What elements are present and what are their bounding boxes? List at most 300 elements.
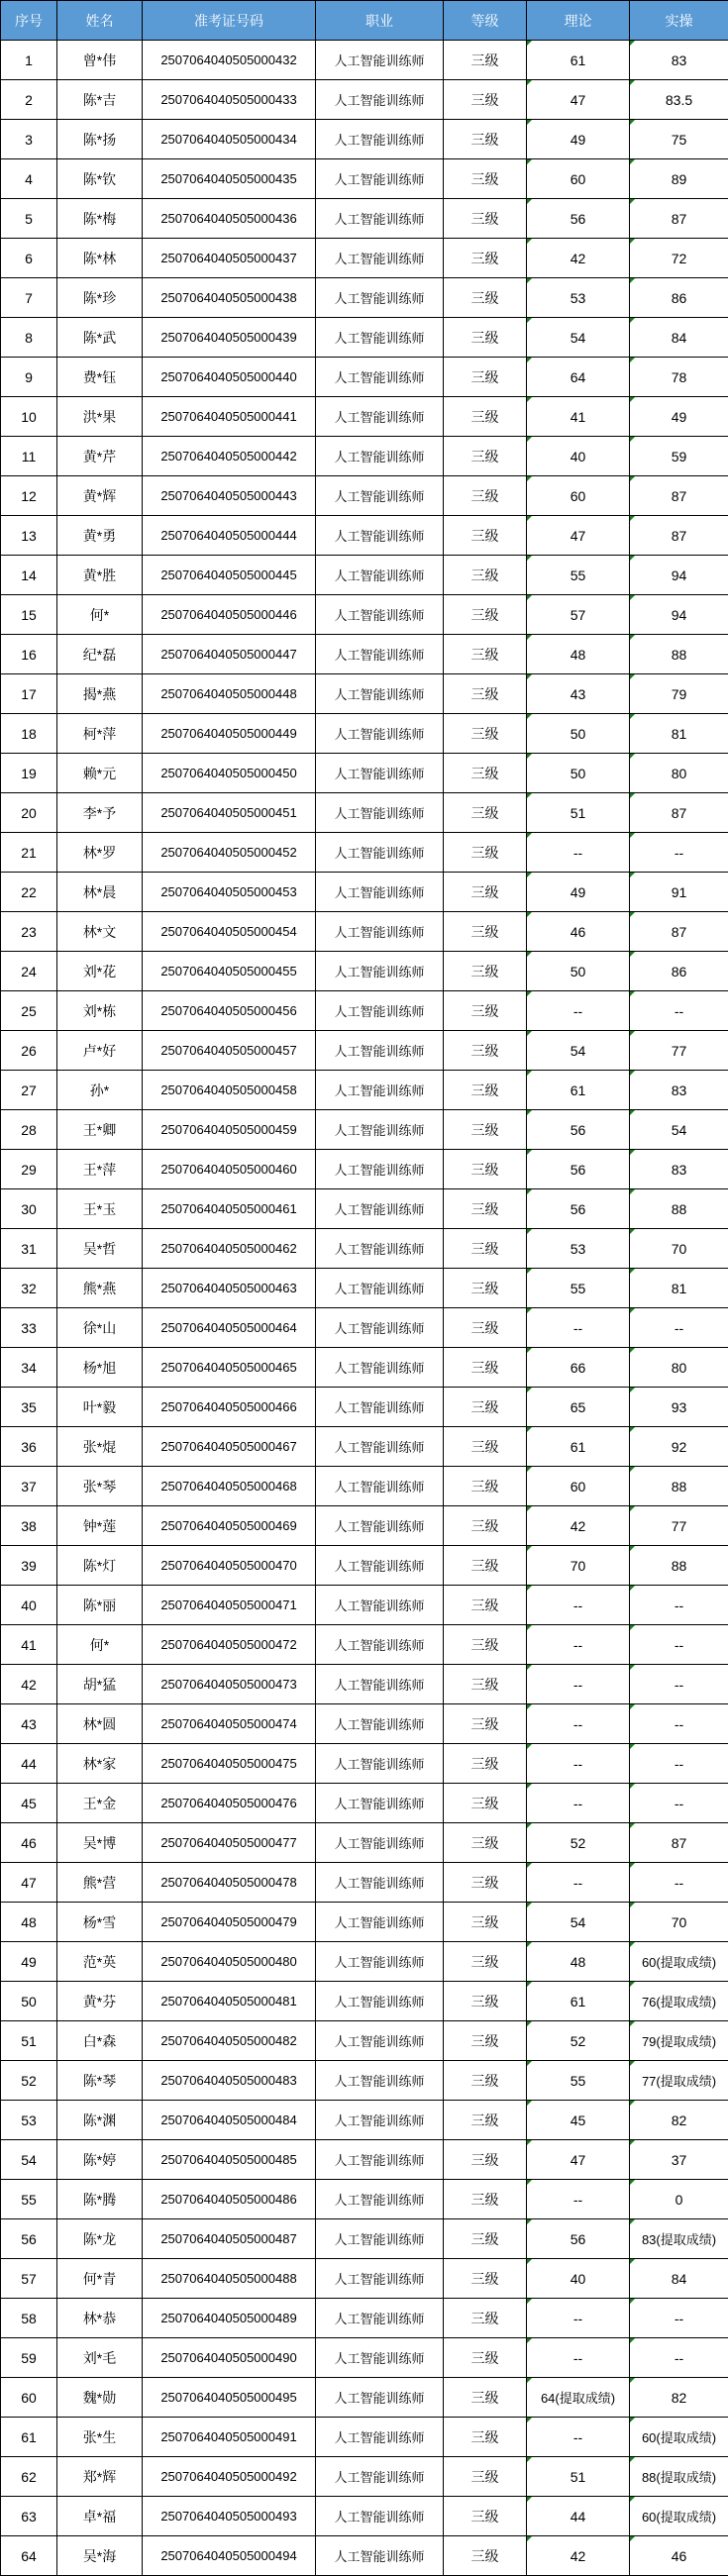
cell-theory: 48 — [527, 635, 630, 674]
cell-level: 三级 — [444, 1269, 527, 1308]
cell-practice: 83(提取成绩) — [630, 2219, 728, 2259]
cell-ticket-number: 2507064040505000460 — [143, 1150, 316, 1189]
cell-ticket-number: 2507064040505000440 — [143, 358, 316, 397]
cell-index: 56 — [1, 2219, 57, 2259]
cell-name: 张*琴 — [57, 1467, 143, 1506]
cell-occupation: 人工智能训练师 — [316, 1150, 444, 1189]
table-row — [1, 2457, 728, 2497]
cell-practice: -- — [630, 1863, 728, 1903]
cell-index: 17 — [1, 674, 57, 714]
cell-practice: -- — [630, 1665, 728, 1704]
table-row — [1, 80, 728, 120]
table-row — [1, 2299, 728, 2338]
cell-occupation: 人工智能训练师 — [316, 1071, 444, 1110]
cell-occupation: 人工智能训练师 — [316, 793, 444, 833]
cell-index: 28 — [1, 1110, 57, 1150]
cell-name: 钟*莲 — [57, 1506, 143, 1546]
cell-practice: 83 — [630, 1150, 728, 1189]
cell-occupation: 人工智能训练师 — [316, 873, 444, 912]
cell-ticket-number: 2507064040505000454 — [143, 912, 316, 952]
cell-ticket-number: 2507064040505000486 — [143, 2180, 316, 2219]
cell-level: 三级 — [444, 556, 527, 595]
cell-practice: 76(提取成绩) — [630, 1982, 728, 2021]
column-header-level: 等级 — [444, 1, 527, 41]
cell-level: 三级 — [444, 2418, 527, 2457]
cell-name: 赖*元 — [57, 754, 143, 793]
cell-index: 1 — [1, 41, 57, 80]
cell-level: 三级 — [444, 1863, 527, 1903]
cell-level: 三级 — [444, 358, 527, 397]
cell-level: 三级 — [444, 2101, 527, 2140]
cell-theory: 50 — [527, 952, 630, 991]
cell-theory: 52 — [527, 2021, 630, 2061]
cell-name: 陈*龙 — [57, 2219, 143, 2259]
cell-index: 8 — [1, 318, 57, 358]
column-header-name: 姓名 — [57, 1, 143, 41]
cell-index: 55 — [1, 2180, 57, 2219]
table-row — [1, 1348, 728, 1388]
cell-level: 三级 — [444, 1308, 527, 1348]
cell-ticket-number: 2507064040505000470 — [143, 1546, 316, 1586]
cell-practice: 86 — [630, 278, 728, 318]
cell-occupation: 人工智能训练师 — [316, 2536, 444, 2576]
cell-name: 刘*栋 — [57, 991, 143, 1031]
cell-index: 51 — [1, 2021, 57, 2061]
cell-level: 三级 — [444, 1665, 527, 1704]
table-row — [1, 991, 728, 1031]
cell-index: 32 — [1, 1269, 57, 1308]
cell-ticket-number: 2507064040505000461 — [143, 1189, 316, 1229]
cell-name: 陈*琴 — [57, 2061, 143, 2101]
cell-occupation: 人工智能训练师 — [316, 1348, 444, 1388]
cell-theory: -- — [527, 833, 630, 873]
cell-practice: 37 — [630, 2140, 728, 2180]
cell-theory: 66 — [527, 1348, 630, 1388]
cell-index: 34 — [1, 1348, 57, 1388]
cell-ticket-number: 2507064040505000464 — [143, 1308, 316, 1348]
cell-index: 46 — [1, 1823, 57, 1863]
cell-practice: 83.5 — [630, 80, 728, 120]
cell-theory: 54 — [527, 1903, 630, 1942]
cell-practice: 89 — [630, 159, 728, 199]
cell-index: 57 — [1, 2259, 57, 2299]
cell-theory: 64(提取成绩) — [527, 2378, 630, 2418]
table-row — [1, 1427, 728, 1467]
cell-occupation: 人工智能训练师 — [316, 1269, 444, 1308]
cell-name: 卓*福 — [57, 2497, 143, 2536]
cell-level: 三级 — [444, 2338, 527, 2378]
cell-theory: 55 — [527, 556, 630, 595]
cell-practice: 88 — [630, 635, 728, 674]
cell-practice: 88 — [630, 1189, 728, 1229]
cell-occupation: 人工智能训练师 — [316, 2338, 444, 2378]
cell-name: 胡*猛 — [57, 1665, 143, 1704]
table-row — [1, 1229, 728, 1269]
cell-practice: 59 — [630, 437, 728, 476]
cell-index: 3 — [1, 120, 57, 159]
cell-occupation: 人工智能训练师 — [316, 595, 444, 635]
cell-ticket-number: 2507064040505000492 — [143, 2457, 316, 2497]
cell-theory: 42 — [527, 239, 630, 278]
cell-theory: 43 — [527, 674, 630, 714]
cell-ticket-number: 2507064040505000489 — [143, 2299, 316, 2338]
cell-level: 三级 — [444, 239, 527, 278]
cell-name: 王*玉 — [57, 1189, 143, 1229]
table-row — [1, 159, 728, 199]
cell-practice: 54 — [630, 1110, 728, 1150]
cell-theory: -- — [527, 1308, 630, 1348]
cell-ticket-number: 2507064040505000433 — [143, 80, 316, 120]
cell-index: 24 — [1, 952, 57, 991]
cell-practice: 60(提取成绩) — [630, 1942, 728, 1982]
table-row — [1, 1189, 728, 1229]
cell-theory: 53 — [527, 278, 630, 318]
cell-theory: -- — [527, 2338, 630, 2378]
cell-index: 45 — [1, 1784, 57, 1823]
cell-index: 15 — [1, 595, 57, 635]
cell-level: 三级 — [444, 1903, 527, 1942]
cell-level: 三级 — [444, 1625, 527, 1665]
cell-name: 杨*旭 — [57, 1348, 143, 1388]
cell-theory: 50 — [527, 714, 630, 754]
cell-ticket-number: 2507064040505000474 — [143, 1704, 316, 1744]
cell-name: 王*卿 — [57, 1110, 143, 1150]
cell-name: 林*恭 — [57, 2299, 143, 2338]
cell-name: 陈*丽 — [57, 1586, 143, 1625]
table-row — [1, 2140, 728, 2180]
cell-occupation: 人工智能训练师 — [316, 159, 444, 199]
cell-level: 三级 — [444, 1229, 527, 1269]
table-row — [1, 1982, 728, 2021]
cell-theory: 50 — [527, 754, 630, 793]
cell-theory: 46 — [527, 912, 630, 952]
cell-ticket-number: 2507064040505000450 — [143, 754, 316, 793]
table-header — [1, 1, 728, 41]
cell-index: 39 — [1, 1546, 57, 1586]
cell-ticket-number: 2507064040505000490 — [143, 2338, 316, 2378]
cell-index: 2 — [1, 80, 57, 120]
cell-occupation: 人工智能训练师 — [316, 318, 444, 358]
cell-level: 三级 — [444, 2140, 527, 2180]
cell-level: 三级 — [444, 2061, 527, 2101]
cell-ticket-number: 2507064040505000473 — [143, 1665, 316, 1704]
cell-practice: -- — [630, 2299, 728, 2338]
cell-occupation: 人工智能训练师 — [316, 2061, 444, 2101]
cell-ticket-number: 2507064040505000471 — [143, 1586, 316, 1625]
cell-name: 杨*雪 — [57, 1903, 143, 1942]
cell-practice: 94 — [630, 595, 728, 635]
cell-ticket-number: 2507064040505000453 — [143, 873, 316, 912]
cell-ticket-number: 2507064040505000465 — [143, 1348, 316, 1388]
cell-level: 三级 — [444, 80, 527, 120]
cell-practice: 82 — [630, 2101, 728, 2140]
cell-level: 三级 — [444, 1467, 527, 1506]
cell-theory: 70 — [527, 1546, 630, 1586]
cell-name: 张*生 — [57, 2418, 143, 2457]
cell-practice: 84 — [630, 2259, 728, 2299]
cell-practice: 79 — [630, 674, 728, 714]
cell-index: 13 — [1, 516, 57, 556]
cell-name: 叶*毅 — [57, 1388, 143, 1427]
cell-name: 孙* — [57, 1071, 143, 1110]
cell-practice: 87 — [630, 1823, 728, 1863]
table-row — [1, 2180, 728, 2219]
table-row — [1, 595, 728, 635]
cell-name: 徐*山 — [57, 1308, 143, 1348]
cell-name: 林*家 — [57, 1744, 143, 1784]
cell-index: 63 — [1, 2497, 57, 2536]
table-row — [1, 397, 728, 437]
cell-theory: 61 — [527, 1071, 630, 1110]
column-header-ticket-number: 准考证号码 — [143, 1, 316, 41]
cell-index: 12 — [1, 476, 57, 516]
cell-level: 三级 — [444, 437, 527, 476]
cell-name: 纪*磊 — [57, 635, 143, 674]
cell-level: 三级 — [444, 1744, 527, 1784]
cell-name: 魏*勋 — [57, 2378, 143, 2418]
cell-ticket-number: 2507064040505000442 — [143, 437, 316, 476]
table-row — [1, 2536, 728, 2576]
cell-theory: 60 — [527, 1467, 630, 1506]
cell-index: 44 — [1, 1744, 57, 1784]
cell-ticket-number: 2507064040505000479 — [143, 1903, 316, 1942]
cell-occupation: 人工智能训练师 — [316, 912, 444, 952]
cell-name: 陈*灯 — [57, 1546, 143, 1586]
cell-name: 陈*腾 — [57, 2180, 143, 2219]
cell-theory: 47 — [527, 516, 630, 556]
cell-occupation: 人工智能训练师 — [316, 2259, 444, 2299]
table-row — [1, 714, 728, 754]
cell-occupation: 人工智能训练师 — [316, 1031, 444, 1071]
cell-theory: -- — [527, 1784, 630, 1823]
cell-level: 三级 — [444, 1150, 527, 1189]
cell-practice: 83 — [630, 1071, 728, 1110]
cell-theory: 56 — [527, 199, 630, 239]
cell-level: 三级 — [444, 1982, 527, 2021]
cell-index: 52 — [1, 2061, 57, 2101]
cell-practice: -- — [630, 1744, 728, 1784]
table-row — [1, 199, 728, 239]
cell-ticket-number: 2507064040505000482 — [143, 2021, 316, 2061]
cell-theory: 55 — [527, 2061, 630, 2101]
cell-level: 三级 — [444, 1586, 527, 1625]
cell-index: 5 — [1, 199, 57, 239]
cell-name: 吴*博 — [57, 1823, 143, 1863]
cell-index: 11 — [1, 437, 57, 476]
cell-name: 刘*花 — [57, 952, 143, 991]
cell-ticket-number: 2507064040505000493 — [143, 2497, 316, 2536]
cell-level: 三级 — [444, 278, 527, 318]
cell-level: 三级 — [444, 1388, 527, 1427]
cell-index: 21 — [1, 833, 57, 873]
cell-occupation: 人工智能训练师 — [316, 516, 444, 556]
cell-ticket-number: 2507064040505000467 — [143, 1427, 316, 1467]
cell-index: 43 — [1, 1704, 57, 1744]
cell-level: 三级 — [444, 833, 527, 873]
cell-occupation: 人工智能训练师 — [316, 1189, 444, 1229]
cell-theory: -- — [527, 2418, 630, 2457]
cell-index: 58 — [1, 2299, 57, 2338]
cell-ticket-number: 2507064040505000435 — [143, 159, 316, 199]
cell-name: 黄*胜 — [57, 556, 143, 595]
table-row — [1, 1269, 728, 1308]
cell-index: 49 — [1, 1942, 57, 1982]
cell-occupation: 人工智能训练师 — [316, 41, 444, 80]
cell-theory: 53 — [527, 1229, 630, 1269]
cell-level: 三级 — [444, 2497, 527, 2536]
cell-practice: 91 — [630, 873, 728, 912]
cell-theory: 55 — [527, 1269, 630, 1308]
cell-name: 何*青 — [57, 2259, 143, 2299]
table-row — [1, 2378, 728, 2418]
cell-ticket-number: 2507064040505000456 — [143, 991, 316, 1031]
cell-theory: 51 — [527, 2457, 630, 2497]
cell-index: 4 — [1, 159, 57, 199]
cell-index: 14 — [1, 556, 57, 595]
cell-occupation: 人工智能训练师 — [316, 1823, 444, 1863]
cell-name: 林*圆 — [57, 1704, 143, 1744]
cell-theory: 49 — [527, 873, 630, 912]
cell-occupation: 人工智能训练师 — [316, 278, 444, 318]
cell-index: 50 — [1, 1982, 57, 2021]
cell-name: 费*钰 — [57, 358, 143, 397]
cell-index: 6 — [1, 239, 57, 278]
cell-occupation: 人工智能训练师 — [316, 1110, 444, 1150]
cell-occupation: 人工智能训练师 — [316, 1467, 444, 1506]
cell-index: 61 — [1, 2418, 57, 2457]
cell-name: 吴*海 — [57, 2536, 143, 2576]
cell-level: 三级 — [444, 2378, 527, 2418]
cell-occupation: 人工智能训练师 — [316, 1982, 444, 2021]
cell-name: 张*焜 — [57, 1427, 143, 1467]
cell-occupation: 人工智能训练师 — [316, 437, 444, 476]
cell-theory: 54 — [527, 1031, 630, 1071]
cell-name: 白*森 — [57, 2021, 143, 2061]
cell-index: 19 — [1, 754, 57, 793]
cell-level: 三级 — [444, 635, 527, 674]
cell-practice: 82 — [630, 2378, 728, 2418]
cell-level: 三级 — [444, 2299, 527, 2338]
cell-index: 40 — [1, 1586, 57, 1625]
cell-practice: 77 — [630, 1506, 728, 1546]
cell-ticket-number: 2507064040505000436 — [143, 199, 316, 239]
cell-level: 三级 — [444, 1427, 527, 1467]
cell-level: 三级 — [444, 714, 527, 754]
table-row — [1, 1388, 728, 1427]
cell-occupation: 人工智能训练师 — [316, 397, 444, 437]
cell-name: 陈*吉 — [57, 80, 143, 120]
cell-practice: 77(提取成绩) — [630, 2061, 728, 2101]
cell-occupation: 人工智能训练师 — [316, 1744, 444, 1784]
cell-ticket-number: 2507064040505000488 — [143, 2259, 316, 2299]
table-row — [1, 1665, 728, 1704]
table-row — [1, 1863, 728, 1903]
cell-level: 三级 — [444, 912, 527, 952]
cell-name: 黄*辉 — [57, 476, 143, 516]
cell-occupation: 人工智能训练师 — [316, 1903, 444, 1942]
cell-name: 王*金 — [57, 1784, 143, 1823]
table-row — [1, 2497, 728, 2536]
cell-occupation: 人工智能训练师 — [316, 199, 444, 239]
cell-index: 48 — [1, 1903, 57, 1942]
cell-practice: -- — [630, 1704, 728, 1744]
table-row — [1, 41, 728, 80]
table-row — [1, 1467, 728, 1506]
cell-theory: 65 — [527, 1388, 630, 1427]
cell-occupation: 人工智能训练师 — [316, 635, 444, 674]
cell-name: 陈*珍 — [57, 278, 143, 318]
cell-name: 黄*芬 — [57, 1982, 143, 2021]
cell-theory: 57 — [527, 595, 630, 635]
table-row — [1, 635, 728, 674]
cell-occupation: 人工智能训练师 — [316, 2418, 444, 2457]
cell-practice: 80 — [630, 754, 728, 793]
cell-theory: -- — [527, 1586, 630, 1625]
cell-theory: 44 — [527, 2497, 630, 2536]
cell-practice: 77 — [630, 1031, 728, 1071]
cell-ticket-number: 2507064040505000476 — [143, 1784, 316, 1823]
cell-name: 卢*好 — [57, 1031, 143, 1071]
table-row — [1, 1110, 728, 1150]
cell-name: 林*罗 — [57, 833, 143, 873]
table-row — [1, 1506, 728, 1546]
cell-index: 64 — [1, 2536, 57, 2576]
cell-index: 30 — [1, 1189, 57, 1229]
cell-theory: -- — [527, 1863, 630, 1903]
cell-ticket-number: 2507064040505000481 — [143, 1982, 316, 2021]
cell-practice: -- — [630, 1586, 728, 1625]
cell-theory: -- — [527, 1744, 630, 1784]
cell-theory: 42 — [527, 2536, 630, 2576]
cell-level: 三级 — [444, 595, 527, 635]
cell-practice: -- — [630, 1625, 728, 1665]
cell-practice: 78 — [630, 358, 728, 397]
cell-index: 37 — [1, 1467, 57, 1506]
table-row — [1, 516, 728, 556]
table-row — [1, 1942, 728, 1982]
cell-occupation: 人工智能训练师 — [316, 2497, 444, 2536]
cell-name: 林*晨 — [57, 873, 143, 912]
cell-occupation: 人工智能训练师 — [316, 833, 444, 873]
cell-theory: 56 — [527, 1150, 630, 1189]
cell-practice: 81 — [630, 714, 728, 754]
cell-practice: 88(提取成绩) — [630, 2457, 728, 2497]
cell-theory: 54 — [527, 318, 630, 358]
cell-practice: 87 — [630, 476, 728, 516]
cell-level: 三级 — [444, 318, 527, 358]
cell-index: 36 — [1, 1427, 57, 1467]
cell-occupation: 人工智能训练师 — [316, 674, 444, 714]
cell-level: 三级 — [444, 1071, 527, 1110]
cell-theory: 42 — [527, 1506, 630, 1546]
cell-occupation: 人工智能训练师 — [316, 1427, 444, 1467]
cell-ticket-number: 2507064040505000459 — [143, 1110, 316, 1150]
cell-name: 曾*伟 — [57, 41, 143, 80]
cell-name: 吴*哲 — [57, 1229, 143, 1269]
cell-practice: 88 — [630, 1546, 728, 1586]
column-header-practice: 实操 — [630, 1, 728, 41]
cell-name: 陈*扬 — [57, 120, 143, 159]
cell-ticket-number: 2507064040505000485 — [143, 2140, 316, 2180]
cell-ticket-number: 2507064040505000472 — [143, 1625, 316, 1665]
table-row — [1, 476, 728, 516]
cell-theory: 60 — [527, 476, 630, 516]
cell-index: 35 — [1, 1388, 57, 1427]
cell-theory: 56 — [527, 1189, 630, 1229]
table-row — [1, 873, 728, 912]
cell-index: 10 — [1, 397, 57, 437]
cell-level: 三级 — [444, 952, 527, 991]
